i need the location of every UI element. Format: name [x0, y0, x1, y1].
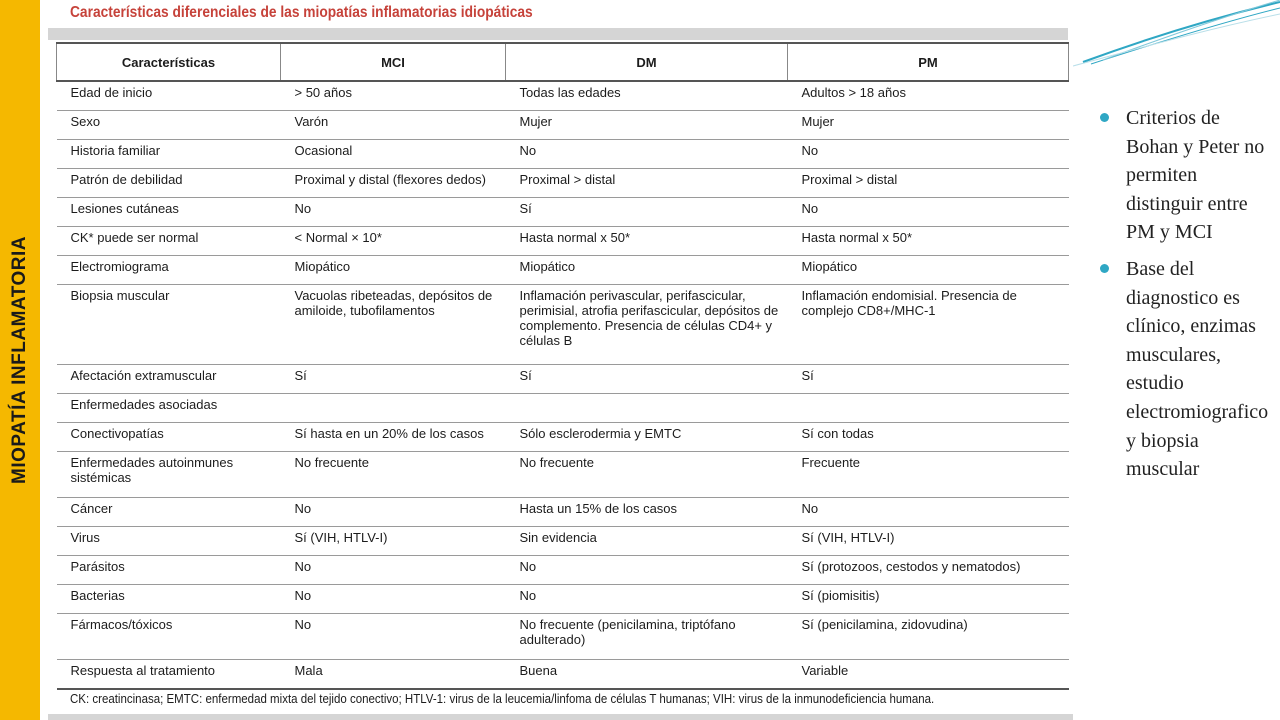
sidebar-title: MIOPATÍA INFLAMATORIA	[9, 236, 30, 484]
row-feature: Fármacos/tóxicos	[57, 614, 281, 660]
cell-mci: Mala	[281, 660, 506, 690]
cell-mci: Miopático	[281, 256, 506, 285]
cell-dm: No	[506, 585, 788, 614]
cell-pm: Proximal > distal	[788, 169, 1069, 198]
table-footnote: CK: creatincinasa; EMTC: enfermedad mixta del tejido conectivo; HTLV-1: virus de la leucemia/linfoma de células T humanas; VIH: virus de la inmunodeficiencia humana.	[70, 692, 935, 706]
cell-pm: Mujer	[788, 111, 1069, 140]
cell-dm: Sin evidencia	[506, 527, 788, 556]
table-row	[57, 498, 1069, 527]
cell-mci: < Normal × 10*	[281, 227, 506, 256]
cell-mci	[281, 394, 506, 423]
cell-pm: Variable	[788, 660, 1069, 690]
cell-pm: Inflamación endomisial. Presencia de complejo CD8+/MHC-1	[788, 285, 1069, 365]
table-row	[57, 227, 1069, 256]
cell-pm: No	[788, 498, 1069, 527]
bullet-text: Criterios de Bohan y Peter no permiten distinguir entre PM y MCI	[1126, 107, 1265, 244]
sidebar	[0, 0, 40, 720]
cell-pm: No	[788, 140, 1069, 169]
table-row	[57, 256, 1069, 285]
cell-mci: > 50 años	[281, 81, 506, 111]
table-row	[57, 585, 1069, 614]
bullet-list	[1093, 104, 1277, 492]
table-row	[57, 614, 1069, 660]
cell-pm	[788, 394, 1069, 423]
row-feature: Bacterias	[57, 585, 281, 614]
row-feature: CK* puede ser normal	[57, 227, 281, 256]
row-feature: Historia familiar	[57, 140, 281, 169]
cell-pm: Sí (penicilamina, zidovudina)	[788, 614, 1069, 660]
table-row	[57, 556, 1069, 585]
cell-mci: Varón	[281, 111, 506, 140]
cell-dm: Inflamación perivascular, perifascicular, perimisial, atrofia perifascicular, depósitos de complemento. Presencia de células CD4+ y células B	[506, 285, 788, 365]
cell-dm: Buena	[506, 660, 788, 690]
row-feature: Parásitos	[57, 556, 281, 585]
cell-pm: Sí (piomisitis)	[788, 585, 1069, 614]
cell-dm: No frecuente (penicilamina, triptófano adulterado)	[506, 614, 788, 660]
cell-mci: No	[281, 198, 506, 227]
cell-dm: Sólo esclerodermia y EMTC	[506, 423, 788, 452]
cell-pm: Frecuente	[788, 452, 1069, 498]
cell-mci: Vacuolas ribeteadas, depósitos de amiloide, tubofilamentos	[281, 285, 506, 365]
cell-dm	[506, 394, 788, 423]
row-feature: Electromiograma	[57, 256, 281, 285]
caption-rule	[48, 28, 1068, 40]
comparison-table	[56, 42, 1069, 690]
row-feature: Biopsia muscular	[57, 285, 281, 365]
table-row	[57, 169, 1069, 198]
table-row	[57, 140, 1069, 169]
table-row	[57, 198, 1069, 227]
bottom-band	[48, 714, 1073, 720]
cell-mci: No frecuente	[281, 452, 506, 498]
table-row	[57, 111, 1069, 140]
row-feature: Cáncer	[57, 498, 281, 527]
cell-pm: Sí (protozoos, cestodos y nematodos)	[788, 556, 1069, 585]
table-row	[57, 285, 1069, 365]
row-feature: Conectivopatías	[57, 423, 281, 452]
bullet-dot-icon	[1100, 264, 1109, 273]
cell-dm: Miopático	[506, 256, 788, 285]
cell-mci: No	[281, 614, 506, 660]
bullet-dot-icon	[1100, 113, 1109, 122]
cell-mci: Proximal y distal (flexores dedos)	[281, 169, 506, 198]
row-feature: Sexo	[57, 111, 281, 140]
right-panel	[1073, 0, 1280, 720]
cell-mci: Ocasional	[281, 140, 506, 169]
cell-dm: No frecuente	[506, 452, 788, 498]
header-pm: PM	[788, 43, 1069, 81]
cell-dm: Mujer	[506, 111, 788, 140]
bullet-item	[1093, 104, 1277, 247]
cell-dm: Todas las edades	[506, 81, 788, 111]
cell-mci: Sí (VIH, HTLV-I)	[281, 527, 506, 556]
cell-pm: No	[788, 198, 1069, 227]
bullet-text: Base del diagnostico es clínico, enzimas musculares, estudio electromiografico y biopsia muscular	[1126, 257, 1269, 481]
cell-mci: Sí hasta en un 20% de los casos	[281, 423, 506, 452]
row-feature: Enfermedades autoinmunes sistémicas	[57, 452, 281, 498]
cell-dm: Hasta normal x 50*	[506, 227, 788, 256]
table-caption: Características diferenciales de las miopatías inflamatorias idiopáticas	[70, 4, 533, 21]
row-feature: Lesiones cutáneas	[57, 198, 281, 227]
cell-pm: Miopático	[788, 256, 1069, 285]
cell-pm: Sí	[788, 365, 1069, 394]
cell-dm: No	[506, 140, 788, 169]
table-row	[57, 527, 1069, 556]
table-row	[57, 452, 1069, 498]
cell-dm: Sí	[506, 365, 788, 394]
cell-pm: Sí con todas	[788, 423, 1069, 452]
decorative-swoosh	[1073, 0, 1280, 70]
header-dm: DM	[506, 43, 788, 81]
cell-pm: Adultos > 18 años	[788, 81, 1069, 111]
cell-mci: Sí	[281, 365, 506, 394]
table-row	[57, 394, 1069, 423]
row-feature: Afectación extramuscular	[57, 365, 281, 394]
row-feature: Respuesta al tratamiento	[57, 660, 281, 690]
row-feature: Edad de inicio	[57, 81, 281, 111]
header-mci: MCI	[281, 43, 506, 81]
row-feature: Patrón de debilidad	[57, 169, 281, 198]
table-row	[57, 365, 1069, 394]
row-feature: Enfermedades asociadas	[57, 394, 281, 423]
cell-dm: Proximal > distal	[506, 169, 788, 198]
cell-mci: No	[281, 498, 506, 527]
header-caracteristicas: Características	[57, 43, 281, 81]
cell-mci: No	[281, 556, 506, 585]
table-row	[57, 423, 1069, 452]
cell-pm: Sí (VIH, HTLV-I)	[788, 527, 1069, 556]
table-panel	[48, 0, 1073, 720]
row-feature: Virus	[57, 527, 281, 556]
cell-dm: Hasta un 15% de los casos	[506, 498, 788, 527]
table-header-row	[57, 43, 1069, 81]
bullet-item	[1093, 255, 1277, 484]
cell-dm: Sí	[506, 198, 788, 227]
cell-pm: Hasta normal x 50*	[788, 227, 1069, 256]
table-row	[57, 660, 1069, 690]
cell-mci: No	[281, 585, 506, 614]
cell-dm: No	[506, 556, 788, 585]
table-row	[57, 81, 1069, 111]
